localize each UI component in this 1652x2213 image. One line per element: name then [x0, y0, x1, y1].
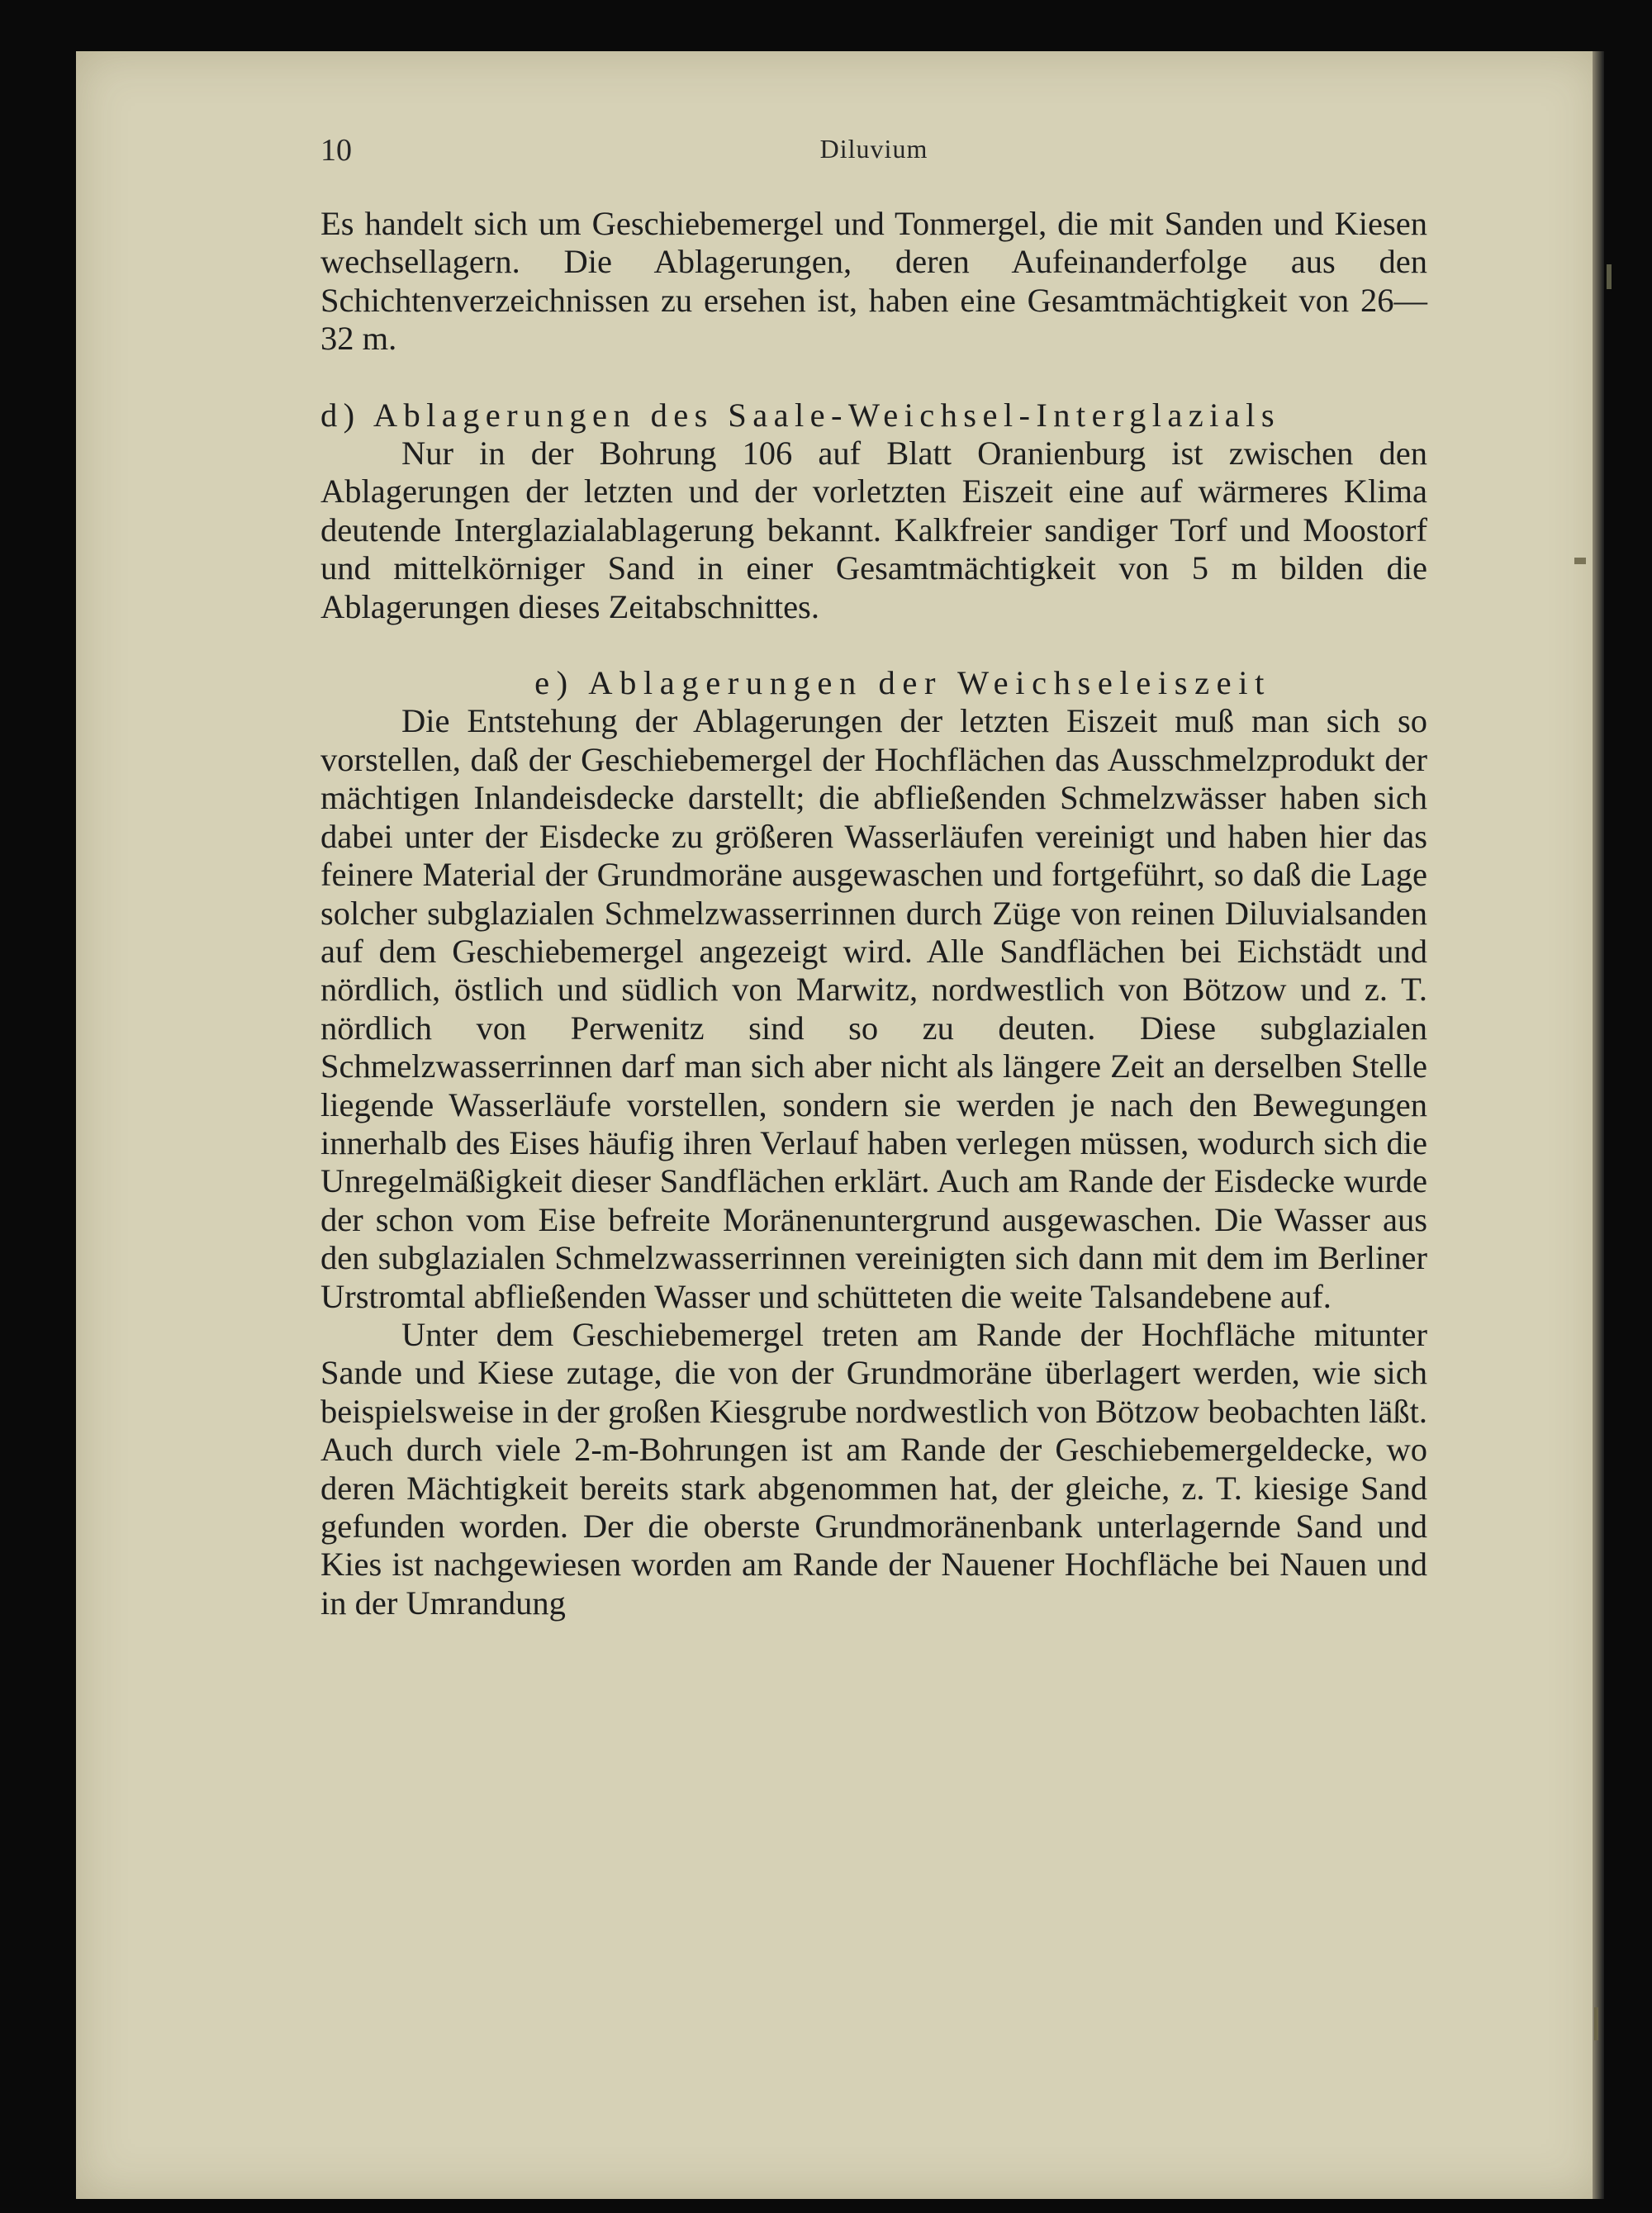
edge-blemish [1574, 558, 1586, 564]
paragraph-section-e-2: Unter dem Geschiebemergel treten am Rande der Hochfläche mitunter Sande und Kiese zutage, die von der Grundmoräne überlagert werden, wie sich beispielsweise in der großen Kiesgrube nordwestlich von Bötzow beobachten läßt. Auch durch viele 2-m-Bohrungen ist am Rande der Geschiebemergeldecke, wo deren Mächtigkeit bereits stark abgenommen hat, der gleiche, z. T. kiesige Sand gefunden worden. Der die oberste Grundmoränenbank unterlagernde Sand und Kies ist nachgewiesen worden am Rande der Nauener Hochfläche bei Nauen und in der Umrandung [320, 1315, 1427, 1622]
section-heading-e: e) Ablagerungen der Weichseleiszeit [534, 664, 1271, 702]
paragraph-section-e-1: Die Entstehung der Ablagerungen der letzten Eiszeit muß man sich so vorstellen, daß der Geschiebemergel der Hochflächen das Ausschmelzprodukt der mächtigen Inlandeisdecke darstellt; die abfließenden Schmelzwässer haben sich dabei unter der Eisdecke zu größeren Wasserläufen vereinigt und haben hier das feinere Material der Grundmoräne ausgewaschen und fortgeführt, so daß die Lage solcher subglazialen Schmelzwasserrinnen durch Züge von reinen Diluvialsanden auf dem Geschiebemergel angezeigt wird. Alle Sandflächen bei Eichstädt und nördlich, östlich und südlich von Marwitz, nordwestlich von Bötzow und z. T. nördlich von Perwenitz sind so zu deuten. Diese subglazialen Schmelzwasserrinnen darf man sich aber nicht als längere Zeit an derselben Stelle liegende Wasserläufe vorstellen, sondern sie werden je nach den Bewegungen innerhalb des Eises häufig ihren Verlauf haben verlegen müssen, wodurch sich die Unregelmäßigkeit dieser Sandflächen erklärt. Auch am Rande der Eisdecke wurde der schon vom Eise befreite Moränenuntergrund ausgewaschen. Die Wasser aus den subglazialen Schmelzwasserrinnen vereinigten sich dann mit dem im Berliner Urstromtal abfließenden Wasser und schütteten die weite Talsandebene auf. [320, 702, 1427, 1315]
section-heading-d: d) Ablagerungen des Saale-Weichsel-Interglazials [320, 396, 1280, 434]
page-body [320, 205, 1427, 1622]
page-number: 10 [320, 133, 352, 168]
paragraph-intro: Es handelt sich um Geschiebemergel und Tonmergel, die mit Sanden und Kiesen wechsellagern. Die Ablagerungen, deren Aufeinanderfolge aus den Schichtenverzeichnissen zu ersehen ist, haben eine Gesamtmächtigkeit von 26—32 m. [320, 205, 1427, 358]
paragraph-section-d: Nur in der Bohrung 106 auf Blatt Oranienburg ist zwischen den Ablagerungen der letzten und der vorletzten Eiszeit eine auf wärmeres Klima deutende Interglazialablagerung bekannt. Kalkfreier sandiger Torf und Moostorf und mittelkörniger Sand in einer Gesamtmächtigkeit von 5 m bilden die Ablagerungen dieses Zeitabschnittes. [320, 435, 1427, 625]
running-title: Diluvium [819, 134, 928, 164]
edge-blemish [1594, 2007, 1598, 2040]
page-gutter-edge [1593, 51, 1604, 2199]
page-header [320, 132, 1427, 182]
edge-blemish [1607, 264, 1612, 289]
